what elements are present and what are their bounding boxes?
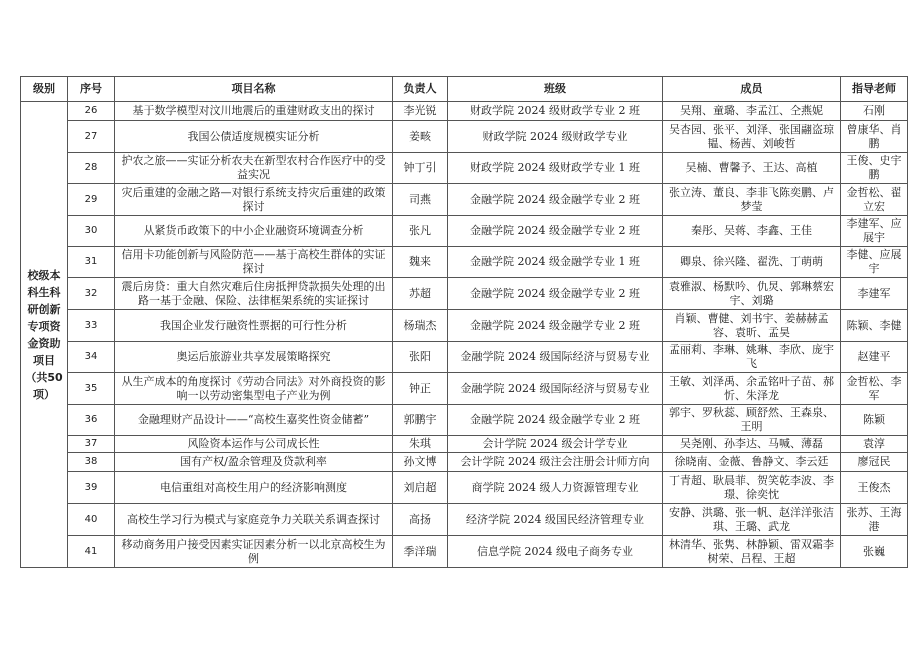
advisor-cell: 陈颖、李健 xyxy=(841,310,908,342)
members-cell: 吴尧刚、孙李达、马喊、薄磊 xyxy=(663,436,841,453)
class-cell: 金融学院 2024 级金融学专业 2 班 xyxy=(448,184,663,216)
table-row xyxy=(21,184,908,216)
advisor-cell: 王俊杰 xyxy=(841,472,908,504)
leader-cell: 朱琪 xyxy=(393,436,448,453)
leader-cell: 李光锐 xyxy=(393,102,448,121)
leader-cell: 高扬 xyxy=(393,504,448,536)
members-cell: 秦彤、吴蒋、李鑫、王佳 xyxy=(663,216,841,247)
project-name-cell: 我国企业发行融资性票据的可行性分析 xyxy=(115,310,393,342)
table-row xyxy=(21,278,908,310)
class-cell: 经济学院 2024 级国民经济管理专业 xyxy=(448,504,663,536)
members-cell: 肖颖、曹健、刘书宇、姜赫赫孟容、袁昕、孟昊 xyxy=(663,310,841,342)
members-cell: 张立涛、董良、李非飞陈奕鹏、卢梦莹 xyxy=(663,184,841,216)
class-cell: 商学院 2024 级人力资源管理专业 xyxy=(448,472,663,504)
members-cell: 袁雅淑、杨默吟、仇炅、郭琳蔡宏宇、刘璐 xyxy=(663,278,841,310)
advisor-cell: 李健、应展宇 xyxy=(841,247,908,278)
advisor-cell: 袁淳 xyxy=(841,436,908,453)
leader-cell: 季洋瑞 xyxy=(393,536,448,568)
members-cell: 吴翔、童璐、李孟江、仝燕妮 xyxy=(663,102,841,121)
class-cell: 会计学院 2024 级注会注册会计师方向 xyxy=(448,453,663,472)
table-row xyxy=(21,405,908,436)
project-name-cell: 基于数学模型对汶川地震后的重建财政支出的探讨 xyxy=(115,102,393,121)
leader-cell: 孙文博 xyxy=(393,453,448,472)
project-name-cell: 电信重组对高校生用户的经济影响测度 xyxy=(115,472,393,504)
advisor-cell: 金哲松、李军 xyxy=(841,373,908,405)
project-name-cell: 从紧货币政策下的中小企业融资环境调查分析 xyxy=(115,216,393,247)
table-row xyxy=(21,373,908,405)
advisor-cell: 李建军、应展宇 xyxy=(841,216,908,247)
table-row xyxy=(21,153,908,184)
class-cell: 金融学院 2024 级金融学专业 2 班 xyxy=(448,216,663,247)
leader-cell: 魏来 xyxy=(393,247,448,278)
number-cell: 31 xyxy=(68,247,115,278)
class-cell: 会计学院 2024 级会计学专业 xyxy=(448,436,663,453)
header-row xyxy=(21,77,908,102)
number-cell: 26 xyxy=(68,102,115,121)
project-name-cell: 风险资本运作与公司成长性 xyxy=(115,436,393,453)
leader-cell: 钟正 xyxy=(393,373,448,405)
header-number: 序号 xyxy=(68,77,115,102)
table-row xyxy=(21,121,908,153)
project-name-cell: 移动商务用户接受因素实证因素分析一以北京高校生为例 xyxy=(115,536,393,568)
leader-cell: 钟丁引 xyxy=(393,153,448,184)
advisor-cell: 陈颖 xyxy=(841,405,908,436)
advisor-cell: 张苏、王海港 xyxy=(841,504,908,536)
advisor-cell: 廖冠民 xyxy=(841,453,908,472)
header-members: 成员 xyxy=(663,77,841,102)
number-cell: 36 xyxy=(68,405,115,436)
project-name-cell: 我国公债适度规模实证分析 xyxy=(115,121,393,153)
number-cell: 32 xyxy=(68,278,115,310)
number-cell: 38 xyxy=(68,453,115,472)
table-row xyxy=(21,342,908,373)
leader-cell: 司燕 xyxy=(393,184,448,216)
number-cell: 40 xyxy=(68,504,115,536)
table-row xyxy=(21,216,908,247)
table-body xyxy=(21,102,908,568)
projects-table xyxy=(20,76,908,568)
leader-cell: 刘启超 xyxy=(393,472,448,504)
number-cell: 29 xyxy=(68,184,115,216)
leader-cell: 郭鹏宇 xyxy=(393,405,448,436)
class-cell: 金融学院 2024 级国际经济与贸易专业 xyxy=(448,373,663,405)
advisor-cell: 金哲松、翟立宏 xyxy=(841,184,908,216)
project-name-cell: 信用卡功能创新与风险防范——基于高校生群体的实证探讨 xyxy=(115,247,393,278)
number-cell: 28 xyxy=(68,153,115,184)
class-cell: 金融学院 2024 级金融学专业 2 班 xyxy=(448,310,663,342)
number-cell: 37 xyxy=(68,436,115,453)
advisor-cell: 张巍 xyxy=(841,536,908,568)
members-cell: 吴楠、曹馨予、王达、高植 xyxy=(663,153,841,184)
project-name-cell: 高校生学习行为模式与家庭竞争力关联关系调查探讨 xyxy=(115,504,393,536)
class-cell: 财政学院 2024 级财政学专业 2 班 xyxy=(448,102,663,121)
table-row xyxy=(21,472,908,504)
project-name-cell: 震后房贷：重大自然灾难后住房抵押贷款损失处理的出路一基于金融、保险、法律框架系统的实证探讨 xyxy=(115,278,393,310)
members-cell: 林清华、张隽、林静颖、雷双霜李树荣、吕程、王超 xyxy=(663,536,841,568)
advisor-cell: 石刚 xyxy=(841,102,908,121)
table-row xyxy=(21,102,908,121)
leader-cell: 苏超 xyxy=(393,278,448,310)
table-row xyxy=(21,504,908,536)
members-cell: 卿泉、徐兴隆、翟洗、丁萌萌 xyxy=(663,247,841,278)
class-cell: 金融学院 2024 级国际经济与贸易专业 xyxy=(448,342,663,373)
class-cell: 金融学院 2024 级金融学专业 2 班 xyxy=(448,405,663,436)
header-project-name: 项目名称 xyxy=(115,77,393,102)
project-name-cell: 护农之旅——实证分析农夫在新型农村合作医疗中的受益实况 xyxy=(115,153,393,184)
number-cell: 35 xyxy=(68,373,115,405)
class-cell: 财政学院 2024 级财政学专业 xyxy=(448,121,663,153)
members-cell: 郭宇、罗秋蕊、顾舒然、王森泉、王明 xyxy=(663,405,841,436)
table-row xyxy=(21,310,908,342)
table-row xyxy=(21,436,908,453)
table-row xyxy=(21,453,908,472)
header-level: 级别 xyxy=(21,77,68,102)
leader-cell: 张阳 xyxy=(393,342,448,373)
leader-cell: 杨瑞杰 xyxy=(393,310,448,342)
header-advisor: 指导老师 xyxy=(841,77,908,102)
members-cell: 王敏、刘泽禹、余孟铭叶子苗、郝忻、朱泽龙 xyxy=(663,373,841,405)
class-cell: 金融学院 2024 级金融学专业 2 班 xyxy=(448,278,663,310)
class-cell: 信息学院 2024 级电子商务专业 xyxy=(448,536,663,568)
members-cell: 丁青超、耿晨菲、贺笑乾李波、李璟、徐奕忱 xyxy=(663,472,841,504)
header-class: 班级 xyxy=(448,77,663,102)
advisor-cell: 曾康华、肖鹏 xyxy=(841,121,908,153)
project-name-cell: 灾后重建的金融之路—对银行系统支持灾后重建的政策探讨 xyxy=(115,184,393,216)
level-cell: 校级本科生科研创新专项资金资助项目（共50项） xyxy=(21,102,68,568)
members-cell: 孟丽莉、李琳、姚琳、李欣、庞宇飞 xyxy=(663,342,841,373)
class-cell: 财政学院 2024 级财政学专业 1 班 xyxy=(448,153,663,184)
project-name-cell: 奥运后旅游业共享发展策略探究 xyxy=(115,342,393,373)
number-cell: 41 xyxy=(68,536,115,568)
leader-cell: 张凡 xyxy=(393,216,448,247)
table-row xyxy=(21,536,908,568)
advisor-cell: 王俊、史宇鹏 xyxy=(841,153,908,184)
number-cell: 27 xyxy=(68,121,115,153)
advisor-cell: 李建军 xyxy=(841,278,908,310)
project-name-cell: 金融理财产品设计——“高校生嘉奖性资金储蓄” xyxy=(115,405,393,436)
number-cell: 33 xyxy=(68,310,115,342)
class-cell: 金融学院 2024 级金融学专业 1 班 xyxy=(448,247,663,278)
table-row xyxy=(21,247,908,278)
header-leader: 负责人 xyxy=(393,77,448,102)
project-name-cell: 国有产权/盈余管理及贷款利率 xyxy=(115,453,393,472)
number-cell: 30 xyxy=(68,216,115,247)
members-cell: 徐晓南、金薇、鲁静文、李云廷 xyxy=(663,453,841,472)
members-cell: 安静、洪璐、张一帆、赵洋洋张洁琪、王璐、武龙 xyxy=(663,504,841,536)
members-cell: 吴杏园、张平、刘泽、张国翮盗琼韫、杨茜、刘峻哲 xyxy=(663,121,841,153)
leader-cell: 姜畡 xyxy=(393,121,448,153)
advisor-cell: 赵建平 xyxy=(841,342,908,373)
number-cell: 34 xyxy=(68,342,115,373)
number-cell: 39 xyxy=(68,472,115,504)
project-name-cell: 从生产成本的角度探讨《劳动合同法》对外商投资的影响一以劳动密集型电子产业为例 xyxy=(115,373,393,405)
